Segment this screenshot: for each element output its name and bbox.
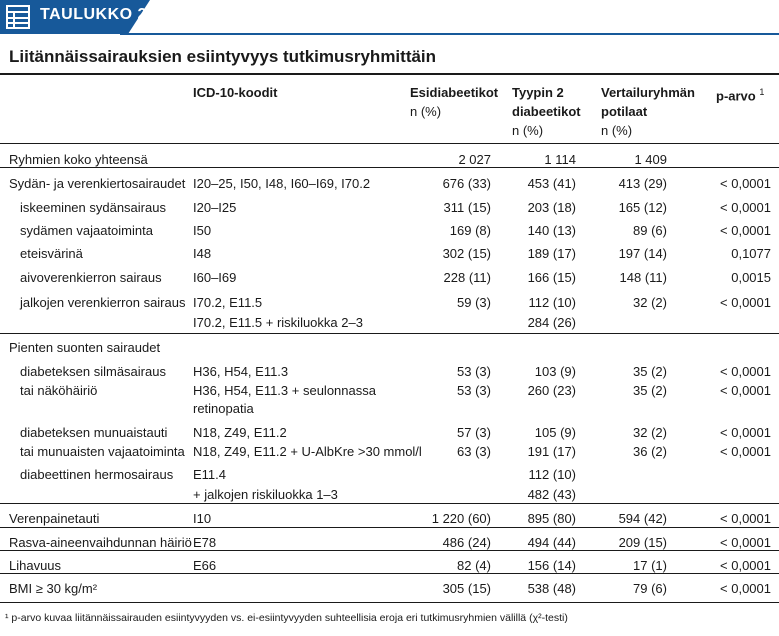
- row-vert: 89 (6): [633, 223, 667, 238]
- table-icon: [4, 3, 32, 31]
- row-vert: 35 (2): [633, 364, 667, 379]
- row-vert: 197 (14): [618, 246, 667, 261]
- row-tyyppi: 189 (17): [527, 246, 576, 261]
- row-esi: 486 (24): [442, 535, 491, 550]
- row-icd: I20–25, I50, I48, I60–I69, I70.2: [193, 176, 371, 191]
- row-label: aivoverenkierron sairaus: [20, 270, 162, 285]
- row-label: Sydän- ja verenkiertosairaudet: [9, 176, 186, 191]
- col-header-icd: ICD-10-koodit: [193, 85, 278, 100]
- tag-label: TAULUKKO 2.: [40, 6, 152, 23]
- row-esi: 63 (3): [457, 444, 491, 459]
- row-label: eteisvärinä: [20, 246, 83, 261]
- row-vert: 36 (2): [633, 444, 667, 459]
- row-divider: [0, 527, 779, 528]
- row-vert: 79 (6): [633, 581, 667, 596]
- row-tyyppi: 105 (9): [534, 425, 576, 440]
- col-header-vert-3: n (%): [601, 123, 633, 138]
- row-tyyppi: 1 114: [544, 152, 576, 167]
- row-divider: [0, 503, 779, 504]
- row-icd: E11.4: [193, 467, 227, 482]
- col-header-vert-1: Vertailuryhmän: [601, 85, 695, 100]
- row-vert: 32 (2): [633, 425, 667, 440]
- row-label: BMI ≥ 30 kg/m²: [9, 581, 98, 596]
- row-p: < 0,0001: [720, 295, 771, 310]
- row-icd: I70.2, E11.5: [193, 295, 263, 310]
- row-label: diabeteksen silmäsairaus: [20, 364, 166, 379]
- row-p: < 0,0001: [720, 223, 771, 238]
- row-p: 0,0015: [731, 270, 771, 285]
- row-icd: I60–I69: [193, 270, 237, 285]
- row-vert: 413 (29): [618, 176, 667, 191]
- row-icd: E66: [193, 558, 217, 573]
- row-esi: 2 027: [458, 152, 491, 167]
- row-label: Rasva-aineenvaihdunnan häiriö: [9, 535, 192, 550]
- row-vert: 148 (11): [619, 270, 667, 285]
- row-p: < 0,0001: [720, 535, 771, 550]
- row-divider: [0, 550, 779, 551]
- row-icd: E78: [193, 535, 217, 550]
- row-tyyppi: 895 (80): [527, 511, 576, 526]
- row-vert: 35 (2): [633, 383, 667, 398]
- row-divider: [0, 333, 779, 334]
- row-p: < 0,0001: [720, 425, 771, 440]
- row-esi: 59 (3): [457, 295, 491, 310]
- row-icd: H36, H54, E11.3: [193, 364, 289, 379]
- row-tyyppi: 482 (43): [527, 487, 576, 502]
- row-tyyppi: 166 (15): [527, 270, 576, 285]
- row-icd: H36, H54, E11.3 + seulonnassa: [193, 383, 376, 398]
- row-p: < 0,0001: [720, 511, 771, 526]
- row-p: < 0,0001: [720, 444, 771, 459]
- col-header-p-label: p-arvo: [716, 88, 756, 104]
- row-esi: 311 (15): [443, 200, 491, 215]
- row-icd: I50: [193, 223, 212, 238]
- row-esi: 305 (15): [442, 581, 491, 596]
- row-icd: I70.2, E11.5 + riskiluokka 2–3: [193, 315, 363, 330]
- bottom-rule: [0, 602, 779, 603]
- row-icd: + jalkojen riskiluokka 1–3: [193, 487, 338, 502]
- row-icd: I48: [193, 246, 212, 261]
- row-esi: 1 220 (60): [431, 511, 491, 526]
- row-label: sydämen vajaatoiminta: [20, 223, 153, 238]
- row-p: < 0,0001: [720, 176, 771, 191]
- col-header-esi-2: n (%): [410, 104, 442, 119]
- row-esi: 676 (33): [442, 176, 491, 191]
- row-label: jalkojen verenkierron sairaus: [20, 295, 186, 310]
- row-esi: 53 (3): [457, 364, 491, 379]
- header-rule: [120, 33, 779, 35]
- col-header-tyyppi-2: diabeetikot: [512, 104, 581, 119]
- col-header-p-sup: 1: [759, 87, 765, 97]
- row-vert: 594 (42): [618, 511, 667, 526]
- row-tyyppi: 191 (17): [527, 444, 576, 459]
- row-vert: 165 (12): [618, 200, 667, 215]
- row-label: Lihavuus: [9, 558, 62, 573]
- row-divider: [0, 167, 779, 168]
- row-esi: 169 (8): [449, 223, 491, 238]
- row-tyyppi: 156 (14): [527, 558, 576, 573]
- row-label: tai munuaisten vajaatoiminta: [20, 444, 185, 459]
- row-tyyppi: 538 (48): [527, 581, 576, 596]
- row-p: < 0,0001: [720, 200, 771, 215]
- row-esi: 53 (3): [457, 383, 491, 398]
- row-esi: 82 (4): [457, 558, 491, 573]
- col-header-vert-2: potilaat: [601, 104, 648, 119]
- row-label: tai näköhäiriö: [20, 383, 98, 398]
- row-esi: 302 (15): [442, 246, 491, 261]
- col-header-tyyppi-3: n (%): [512, 123, 544, 138]
- header-bottom-rule: [0, 143, 779, 144]
- row-icd: N18, Z49, E11.2 + U-AlbKre >30 mmol/l: [193, 444, 422, 459]
- row-icd: retinopatia: [193, 401, 254, 416]
- row-vert: 32 (2): [633, 295, 667, 310]
- col-header-tyyppi-1: Tyypin 2: [512, 85, 564, 100]
- row-label: iskeeminen sydänsairaus: [20, 200, 166, 215]
- row-p: < 0,0001: [720, 383, 771, 398]
- row-label: diabeettinen hermosairaus: [20, 467, 174, 482]
- row-p: < 0,0001: [720, 364, 771, 379]
- row-p: < 0,0001: [720, 558, 771, 573]
- row-tyyppi: 112 (10): [528, 295, 576, 310]
- row-vert: 1 409: [634, 152, 667, 167]
- top-rule: [0, 73, 779, 75]
- col-header-p: [716, 83, 764, 105]
- row-esi: 57 (3): [457, 425, 491, 440]
- row-label: diabeteksen munuaistauti: [20, 425, 168, 440]
- table-title: Liitännäissairauksien esiintyvyys tutkimusryhmittäin: [9, 47, 437, 66]
- row-tyyppi: 453 (41): [527, 176, 576, 191]
- row-divider: [0, 573, 779, 574]
- row-tyyppi: 140 (13): [527, 223, 576, 238]
- row-tyyppi: 260 (23): [527, 383, 576, 398]
- row-esi: 228 (11): [443, 270, 491, 285]
- row-p: 0,1077: [731, 246, 771, 261]
- table-tag-header: [0, 0, 779, 34]
- row-p: < 0,0001: [720, 581, 771, 596]
- row-tyyppi: 494 (44): [527, 535, 576, 550]
- footnote: ¹ p-arvo kuvaa liitännäissairauden esiintyvyyden vs. ei-esiintyvyyden suhteellisia eroja eri tutkimusryhmien välillä (χ²-testi): [5, 612, 568, 624]
- row-tyyppi: 112 (10): [528, 467, 576, 482]
- row-label: Ryhmien koko yhteensä: [9, 152, 148, 167]
- row-icd: I10: [193, 511, 212, 526]
- row-tyyppi: 284 (26): [527, 315, 576, 330]
- row-icd: N18, Z49, E11.2: [193, 425, 287, 440]
- col-header-esi-1: Esidiabeetikot: [410, 85, 499, 100]
- row-icd: I20–I25: [193, 200, 237, 215]
- row-vert: 209 (15): [618, 535, 667, 550]
- row-tyyppi: 203 (18): [527, 200, 576, 215]
- row-label: Verenpainetauti: [9, 511, 100, 526]
- row-label: Pienten suonten sairaudet: [9, 340, 161, 355]
- row-vert: 17 (1): [633, 558, 667, 573]
- row-tyyppi: 103 (9): [534, 364, 576, 379]
